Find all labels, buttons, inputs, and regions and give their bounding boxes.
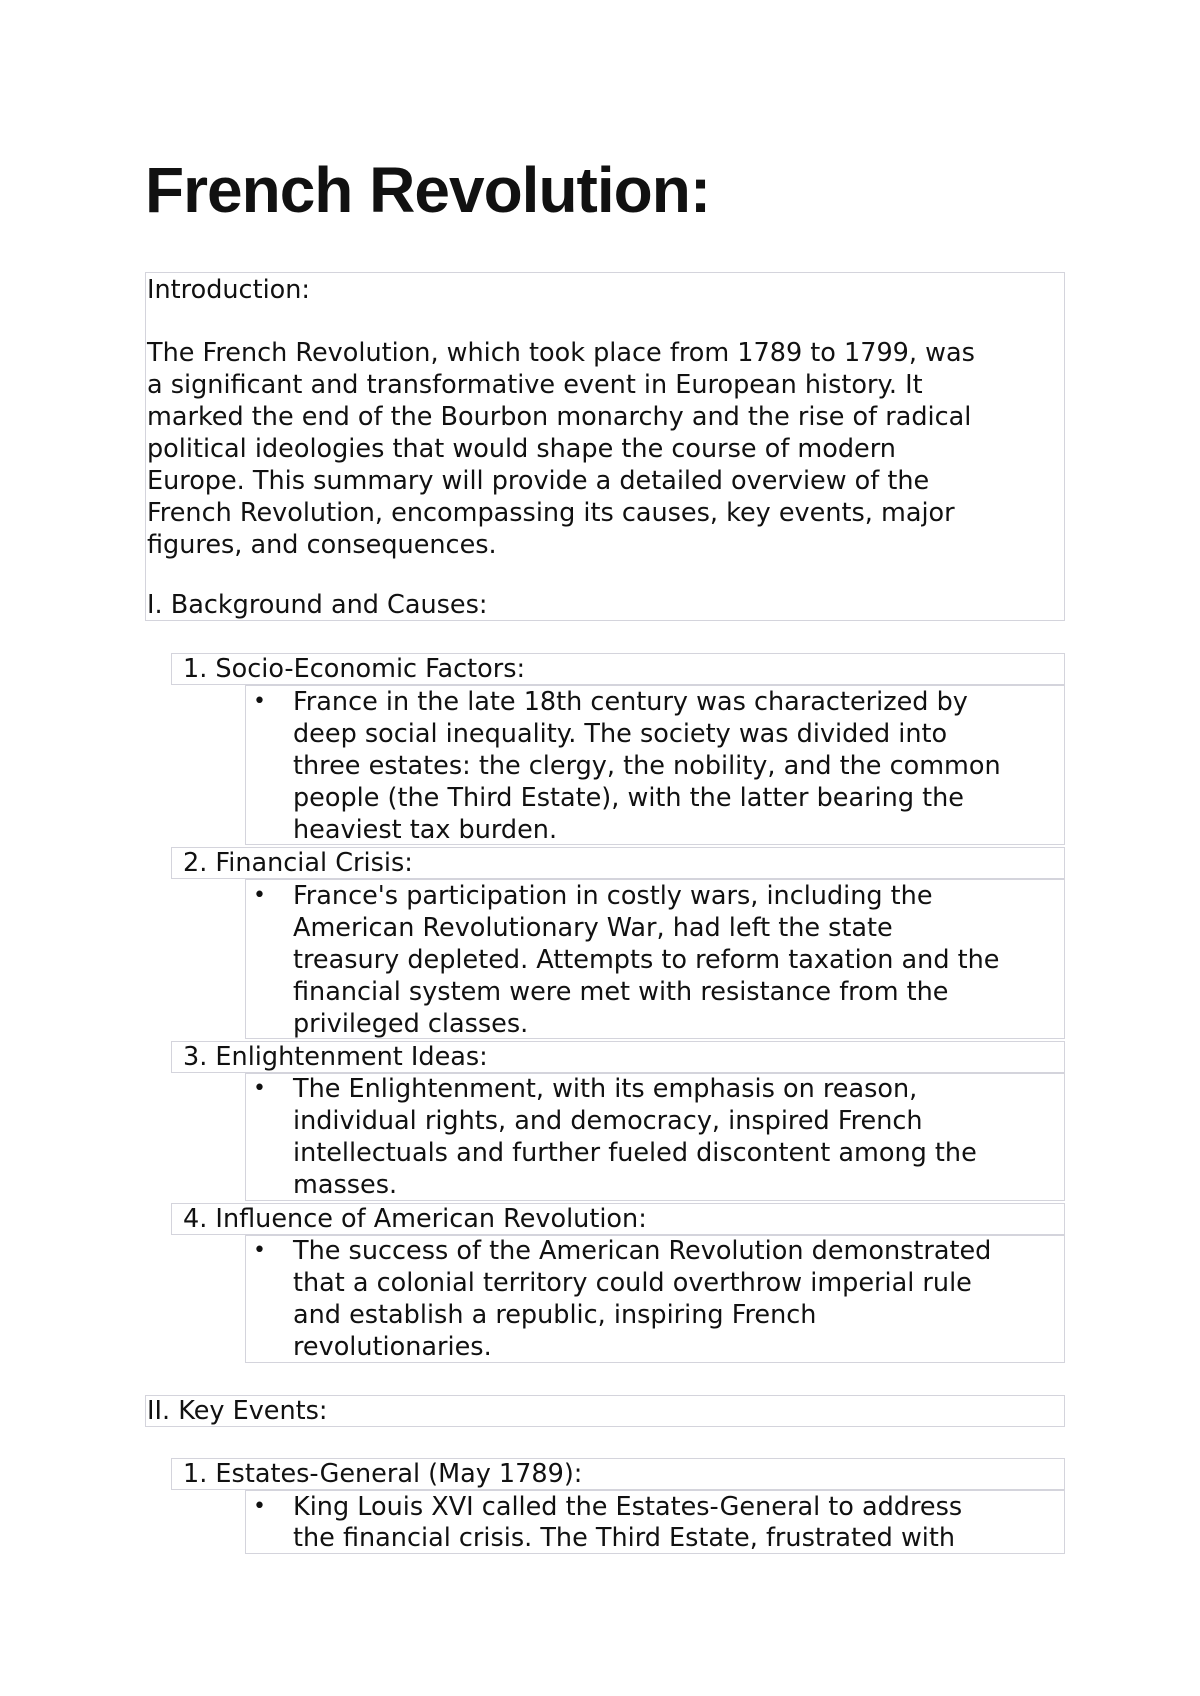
- section-heading-causes: I. Background and Causes:: [147, 590, 488, 620]
- cause-label: 2. Financial Crisis:: [183, 848, 413, 878]
- bullet-line: The success of the American Revolution demonstrated: [293, 1236, 992, 1266]
- cause-label: 4. Influence of American Revolution:: [183, 1204, 647, 1234]
- bullet-line: France's participation in costly wars, including the: [293, 881, 933, 911]
- bullet-line: that a colonial territory could overthrow imperial rule: [293, 1268, 972, 1298]
- document-title: French Revolution:: [145, 154, 711, 226]
- bullet-line: intellectuals and further fueled discontent among the: [293, 1138, 977, 1168]
- bullet-icon: •: [253, 883, 266, 908]
- event-label: 1. Estates-General (May 1789):: [183, 1459, 583, 1489]
- intro-line: The French Revolution, which took place from 1789 to 1799, was: [147, 338, 975, 368]
- cause-label: 1. Socio-Economic Factors:: [183, 654, 526, 684]
- intro-line: political ideologies that would shape the course of modern: [147, 434, 896, 464]
- bullet-line: financial system were met with resistance from the: [293, 977, 949, 1007]
- intro-line: marked the end of the Bourbon monarchy and the rise of radical: [147, 402, 972, 432]
- bullet-icon: •: [253, 1076, 266, 1101]
- bullet-line: France in the late 18th century was characterized by: [293, 687, 968, 717]
- bullet-line: the financial crisis. The Third Estate, frustrated with: [293, 1523, 956, 1553]
- bullet-line: King Louis XVI called the Estates-General to address: [293, 1492, 963, 1522]
- bullet-line: privileged classes.: [293, 1009, 529, 1039]
- cause-label: 3. Enlightenment Ideas:: [183, 1042, 488, 1072]
- bullet-line: individual rights, and democracy, inspired French: [293, 1106, 923, 1136]
- bullet-line: deep social inequality. The society was divided into: [293, 719, 948, 749]
- bullet-icon: •: [253, 1494, 266, 1519]
- bullet-line: American Revolutionary War, had left the state: [293, 913, 893, 943]
- intro-line: a significant and transformative event in European history. It: [147, 370, 923, 400]
- intro-line: Europe. This summary will provide a detailed overview of the: [147, 466, 930, 496]
- bullet-icon: •: [253, 1238, 266, 1263]
- bullet-line: revolutionaries.: [293, 1332, 492, 1362]
- bullet-line: The Enlightenment, with its emphasis on reason,: [293, 1074, 918, 1104]
- bullet-icon: •: [253, 689, 266, 714]
- intro-line: figures, and consequences.: [147, 530, 497, 560]
- bullet-line: masses.: [293, 1170, 398, 1200]
- intro-heading: Introduction:: [147, 275, 311, 305]
- section-heading-key-events: II. Key Events:: [147, 1396, 328, 1426]
- bullet-line: heaviest tax burden.: [293, 815, 558, 845]
- bullet-line: treasury depleted. Attempts to reform taxation and the: [293, 945, 1000, 975]
- bullet-line: and establish a republic, inspiring French: [293, 1300, 817, 1330]
- intro-line: French Revolution, encompassing its causes, key events, major: [147, 498, 955, 528]
- bullet-line: three estates: the clergy, the nobility, and the common: [293, 751, 1001, 781]
- bullet-line: people (the Third Estate), with the latter bearing the: [293, 783, 964, 813]
